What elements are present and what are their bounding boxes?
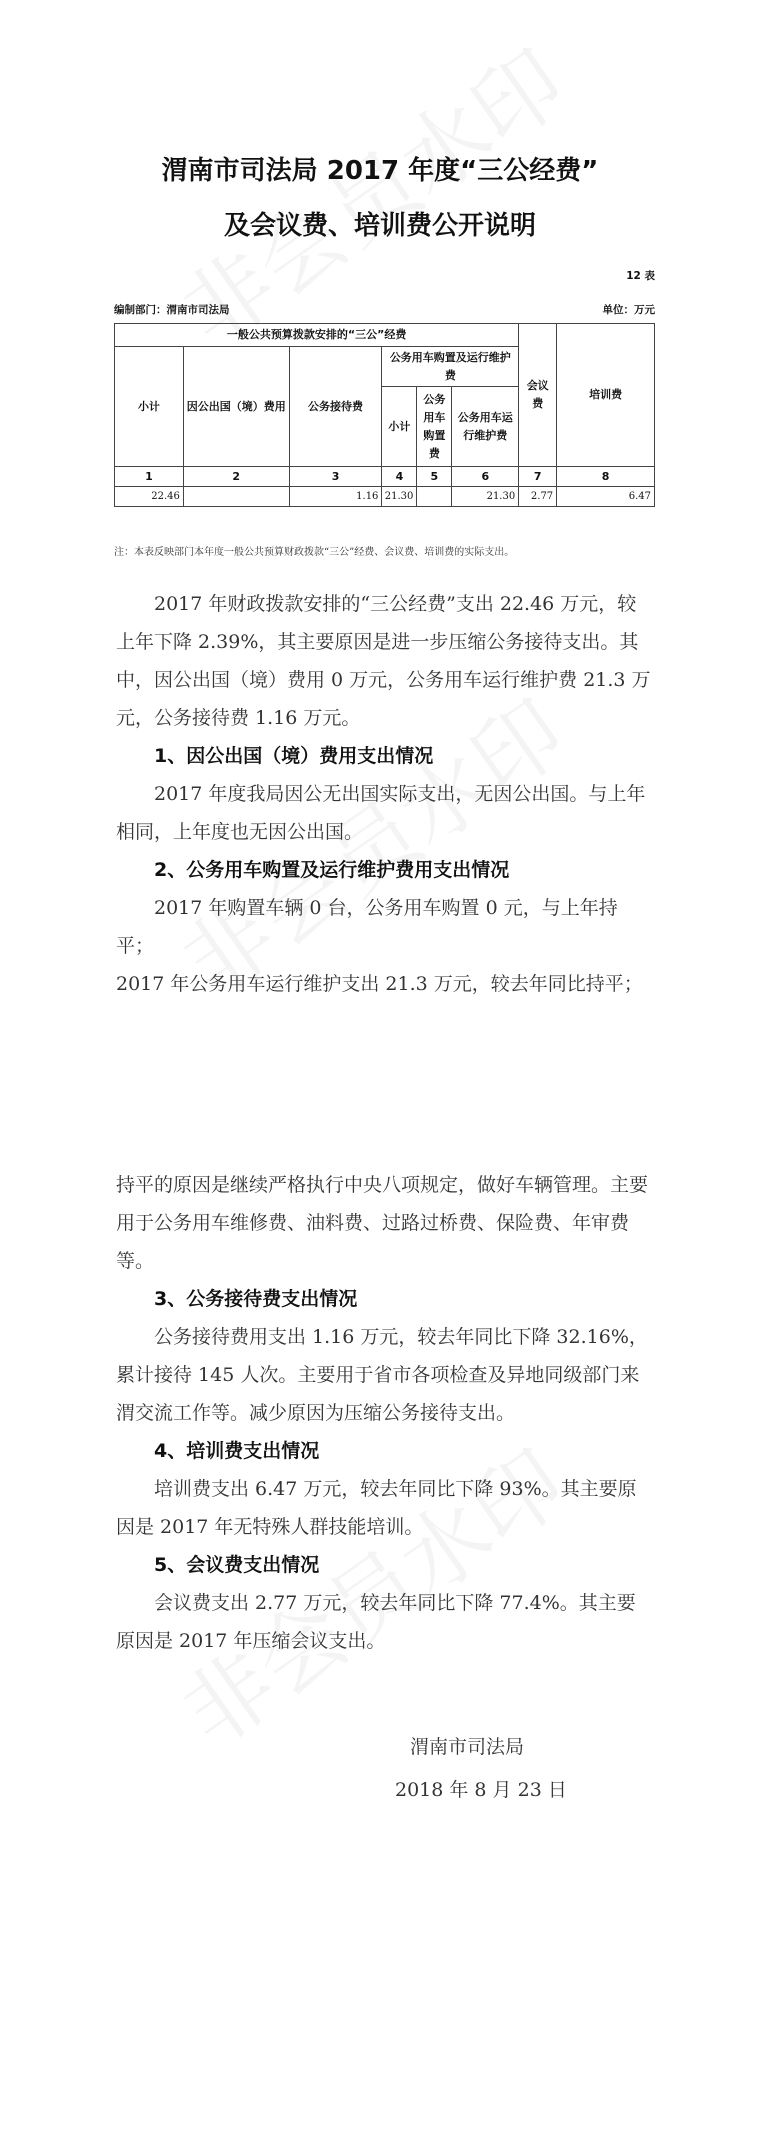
heading-training: 4、培训费支出情况 [154,1440,320,1462]
heading-meeting: 5、会议费支出情况 [154,1554,320,1576]
table-row [115,487,655,507]
header-subtotal: 小计 [115,347,184,467]
document-title-line1: 渭南市司法局 2017 年度“三公经费” [161,156,599,186]
value-vehicle-subtotal: 21.30 [382,487,417,507]
unit-label: 单位：万元 [602,304,655,316]
heading-vehicle: 2、公务用车购置及运行维护费用支出情况 [154,859,510,881]
table-row [115,467,655,487]
group-header: 一般公共预算拨款安排的“三公”经费 [115,324,519,347]
value-vehicle-purchase [417,487,452,507]
heading-reception: 3、公务接待费支出情况 [154,1288,358,1310]
col-number: 6 [452,467,519,487]
table-number: 12 表 [626,270,655,282]
document-title-line2: 及会议费、培训费公开说明 [223,211,536,241]
value-abroad [183,487,289,507]
paragraph-abroad: 2017 年度我局因公无出国实际支出，无因公出国。与上年相同，上年度也无因公出国。 [116,783,646,843]
value-subtotal: 22.46 [115,487,184,507]
col-number: 3 [289,467,382,487]
paragraph-reception: 公务接待费用支出 1.16 万元，较去年同比下降 32.16%，累计接待 145 人次。主要用于省市各项检查及异地同级部门来渭交流工作等。减少原因为压缩公务接待支出。 [116,1326,648,1424]
header-vehicle-purchase: 公务用车购置费 [417,387,452,467]
paragraph-vehicle-b: 2017 年公务用车运行维护支出 21.3 万元，较去年同比持平； [116,973,643,995]
paragraph-vehicle-a: 2017 年购置车辆 0 台，公务用车购置 0 元，与上年持平； [116,897,618,957]
paragraph-meeting: 会议费支出 2.77 万元，较去年同比下降 77.4%。其主要原因是 2017 年压缩会议支出。 [116,1592,636,1652]
value-vehicle-maint: 21.30 [452,487,519,507]
col-number: 2 [183,467,289,487]
body-section-2 [116,1166,651,1660]
header-vehicle-subtotal: 小计 [382,387,417,467]
signature-org: 渭南市司法局 [410,1736,525,1758]
body-section-1 [116,585,651,1003]
table-note: 注：本表反映部门本年度一般公共预算财政拨款“三公”经费、会议费、培训费的实际支出。 [114,547,515,558]
intro-paragraph: 2017 年财政拨款安排的“三公经费”支出 22.46 万元，较上年下降 2.39%，其主要原因是进一步压缩公务接待支出。其中，因公出国（境）费用 0 万元，公务用车运行维护费 21.3 万元，公务接待费 1.16 万元。 [116,593,651,729]
paragraph-training: 培训费支出 6.47 万元，较去年同比下降 93%。其主要原因是 2017 年无特殊人群技能培训。 [116,1478,637,1538]
org-label: 编制部门：渭南市司法局 [114,304,230,316]
value-meeting: 2.77 [519,487,557,507]
watermark [154,15,587,371]
heading-abroad: 1、因公出国（境）费用支出情况 [154,745,434,767]
header-training: 培训费 [557,324,655,467]
header-vehicle-maint: 公务用车运行维护费 [452,387,519,467]
value-reception: 1.16 [289,487,382,507]
col-number: 7 [519,467,557,487]
col-number: 4 [382,467,417,487]
col-number: 1 [115,467,184,487]
header-meeting: 会议费 [519,324,557,467]
header-reception: 公务接待费 [289,347,382,467]
header-abroad: 因公出国（境）费用 [183,347,289,467]
paragraph-vehicle-c: 持平的原因是继续严格执行中央八项规定，做好车辆管理。主要用于公务用车维修费、油料费、过路过桥费、保险费、年审费等。 [116,1174,649,1272]
value-training: 6.47 [557,487,655,507]
col-number: 5 [417,467,452,487]
expense-table [114,323,655,507]
signature-date: 2018 年 8 月 23 日 [395,1779,567,1801]
col-number: 8 [557,467,655,487]
header-vehicle-group: 公务用车购置及运行维护费 [382,347,519,387]
